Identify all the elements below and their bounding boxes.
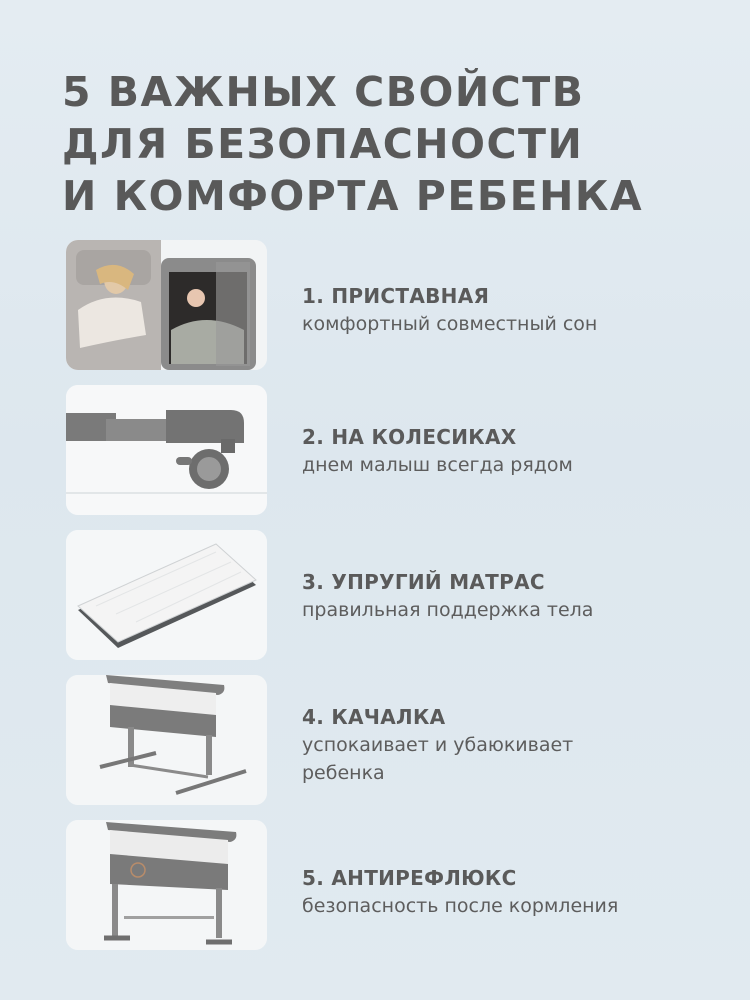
- feature-description: днем малыш всегда рядом: [302, 454, 573, 476]
- feature-item-mattress: [66, 530, 706, 660]
- feature-title: 2. НА КОЛЕСИКАХ: [302, 425, 517, 449]
- feature-image-mattress: [66, 530, 267, 660]
- feature-item-rocking: [66, 675, 706, 805]
- feature-image-cosleeping: [66, 240, 267, 370]
- mother-baby-photo-icon: [66, 240, 267, 370]
- mattress-photo-icon: [66, 530, 267, 660]
- feature-item-antireflux: [66, 820, 706, 950]
- wheel-photo-icon: [66, 385, 267, 515]
- feature-item-wheels: [66, 385, 706, 515]
- feature-image-antireflux: [66, 820, 267, 950]
- feature-item-cosleeping: [66, 240, 706, 370]
- title-line-2: ДЛЯ БЕЗОПАСНОСТИ: [62, 120, 584, 168]
- rocking-crib-photo-icon: [66, 675, 267, 805]
- title-line-3: И КОМФОРТА РЕБЕНКА: [62, 172, 644, 220]
- feature-title: 3. УПРУГИЙ МАТРАС: [302, 570, 545, 594]
- feature-title: 4. КАЧАЛКА: [302, 705, 446, 729]
- feature-description-line-2: ребенка: [302, 762, 385, 784]
- feature-image-wheels: [66, 385, 267, 515]
- feature-description: безопасность после кормления: [302, 895, 619, 917]
- feature-description: правильная поддержка тела: [302, 599, 594, 621]
- page-title: [62, 66, 702, 222]
- feature-title: 1. ПРИСТАВНАЯ: [302, 284, 490, 308]
- tilted-crib-photo-icon: [66, 820, 267, 950]
- title-line-1: 5 ВАЖНЫХ СВОЙСТВ: [62, 68, 585, 116]
- feature-description: комфортный совместный сон: [302, 313, 598, 335]
- feature-image-rocking: [66, 675, 267, 805]
- feature-description: успокаивает и убаюкивает: [302, 734, 574, 756]
- feature-title: 5. АНТИРЕФЛЮКС: [302, 866, 517, 890]
